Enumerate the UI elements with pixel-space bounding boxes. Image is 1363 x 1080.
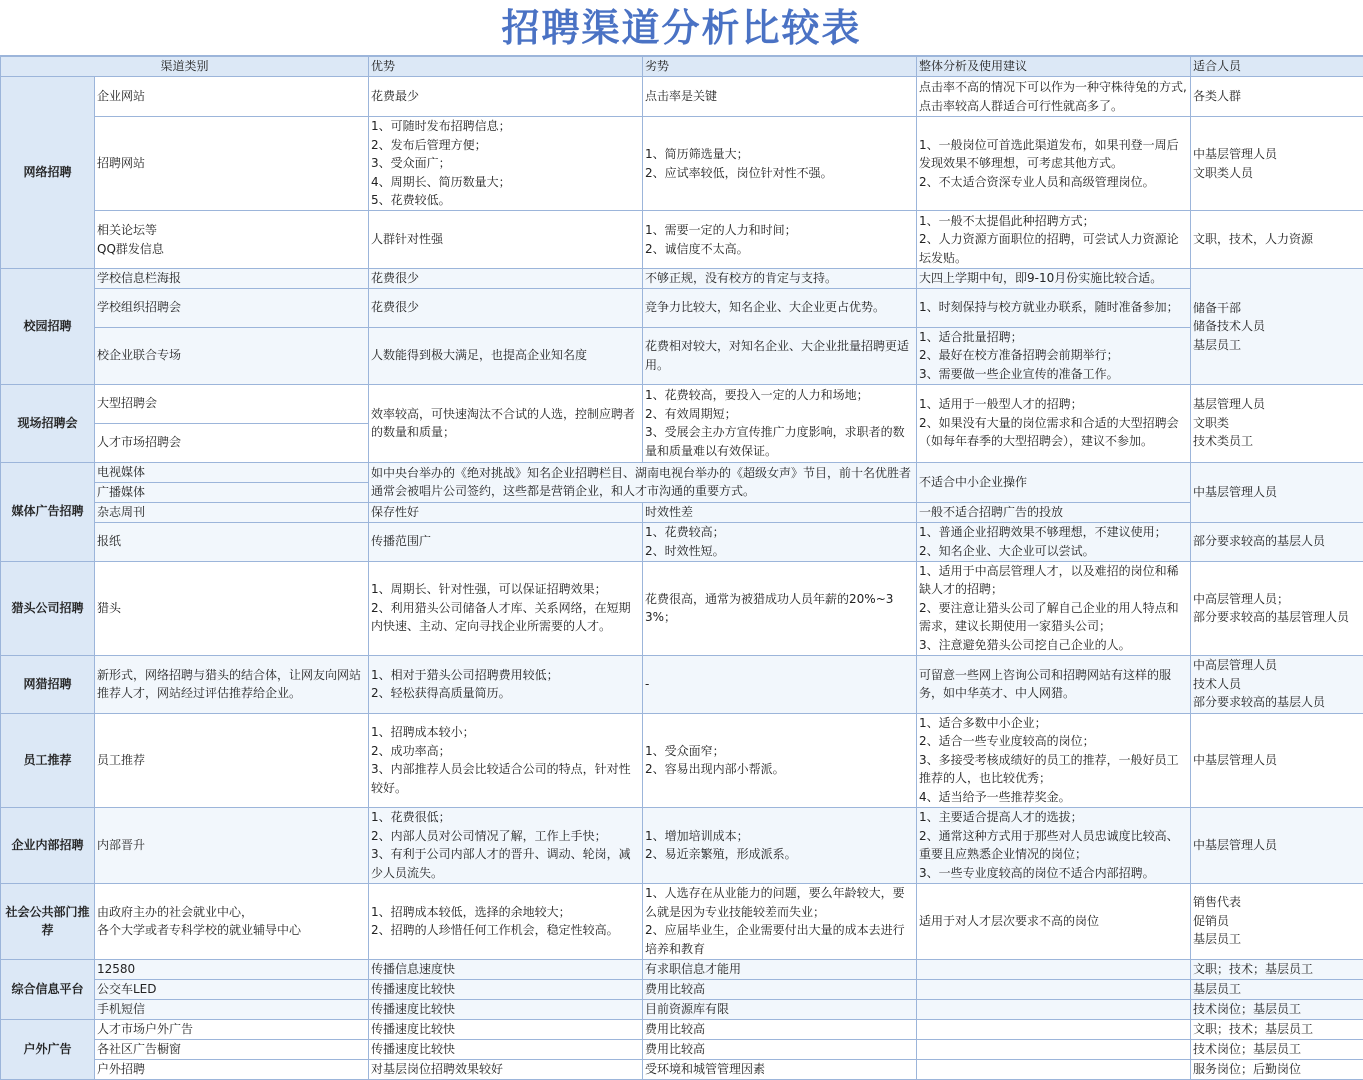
table-row <box>1 502 1363 522</box>
advantage-cell[interactable]: 1、可随时发布招聘信息； 2、发布后管理方便； 3、受众面广； 4、周期长、简历数量大； 5、花费较低。 <box>369 117 643 211</box>
analysis-cell[interactable]: 不适合中小企业操作 <box>917 462 1191 502</box>
channel-cell[interactable]: 相关论坛等 QQ群发信息 <box>95 211 369 269</box>
category-cell[interactable]: 员工推荐 <box>1 713 95 807</box>
channel-cell[interactable]: 广播媒体 <box>95 482 369 502</box>
category-cell[interactable]: 网络招聘 <box>1 77 95 269</box>
analysis-cell[interactable]: 1、主要适合提高人才的选拔； 2、通常这种方式用于那些对人员忠诚度比较高、重要且应熟悉企业情况的岗位； 3、一些专业度较高的岗位不适合内部招聘。 <box>917 807 1191 883</box>
suitable-cell[interactable]: 中基层管理人员 <box>1191 713 1363 807</box>
advantage-cell[interactable]: 效率较高，可快速淘汰不合试的人选，控制应聘者的数量和质量； <box>369 384 643 462</box>
suitable-cell[interactable]: 部分要求较高的基层人员 <box>1191 522 1363 561</box>
analysis-cell[interactable] <box>917 959 1191 979</box>
channel-cell[interactable]: 校企业联合专场 <box>95 327 369 384</box>
channel-cell[interactable]: 员工推荐 <box>95 713 369 807</box>
table-row <box>1 561 1363 655</box>
analysis-cell[interactable]: 1、适用于一般型人才的招聘； 2、如果没有大量的岗位需求和合适的大型招聘会（如每年春季的大型招聘会），建议不参加。 <box>917 384 1191 462</box>
disadvantage-cell[interactable]: 费用比较高 <box>643 1039 917 1059</box>
advantage-cell[interactable]: 花费很少 <box>369 288 643 327</box>
table-row <box>1 462 1363 482</box>
table-row <box>1 77 1363 117</box>
table-row <box>1 522 1363 561</box>
comparison-table <box>0 56 1363 1080</box>
disadvantage-cell[interactable]: 1、受众面窄； 2、容易出现内部小帮派。 <box>643 713 917 807</box>
analysis-cell[interactable]: 1、适合多数中小企业； 2、适合一些专业度较高的岗位； 3、多接受考核成绩好的员工的推荐，一般好员工推荐的人，也比较优秀； 4、适当给予一些推荐奖金。 <box>917 713 1191 807</box>
category-cell[interactable]: 校园招聘 <box>1 269 95 385</box>
category-cell[interactable]: 户外广告 <box>1 1019 95 1079</box>
analysis-cell[interactable]: 1、适合批量招聘； 2、最好在校方准备招聘会前期举行； 3、需要做一些企业宣传的准备工作。 <box>917 327 1191 384</box>
channel-cell[interactable]: 人才市场户外广告 <box>95 1019 369 1039</box>
header-row <box>1 57 1363 77</box>
advantage-cell[interactable]: 传播速度比较快 <box>369 1039 643 1059</box>
advantage-cell[interactable]: 传播速度比较快 <box>369 1019 643 1039</box>
disadvantage-cell[interactable]: 受环境和城管管理因素 <box>643 1059 917 1079</box>
advantage-cell[interactable]: 花费最少 <box>369 77 643 117</box>
advantage-cell[interactable]: 人群针对性强 <box>369 211 643 269</box>
disadvantage-cell[interactable]: 有求职信息才能用 <box>643 959 917 979</box>
analysis-cell[interactable]: 一般不适合招聘广告的投放 <box>917 502 1191 522</box>
disadvantage-cell[interactable]: 1、花费较高； 2、时效性短。 <box>643 522 917 561</box>
advantage-cell[interactable]: 1、招聘成本较低，选择的余地较大； 2、招聘的人珍惜任何工作机会，稳定性较高。 <box>369 883 643 959</box>
channel-cell[interactable]: 猎头 <box>95 561 369 655</box>
suitable-cell[interactable]: 基层管理人员 文职类 技术类员工 <box>1191 384 1363 462</box>
category-cell[interactable]: 企业内部招聘 <box>1 807 95 883</box>
channel-cell[interactable]: 由政府主办的社会就业中心， 各个大学或者专科学校的就业辅导中心 <box>95 883 369 959</box>
disadvantage-cell[interactable]: 不够正规，没有校方的肯定与支持。 <box>643 269 917 289</box>
analysis-cell[interactable]: 大四上学期中旬，即9-10月份实施比较合适。 <box>917 269 1191 289</box>
suitable-cell[interactable]: 文职；技术；基层员工 <box>1191 1019 1363 1039</box>
suitable-cell[interactable]: 基层员工 <box>1191 979 1363 999</box>
suitable-cell[interactable]: 中基层管理人员 文职类人员 <box>1191 117 1363 211</box>
disadvantage-cell[interactable]: 花费很高，通常为被猎成功人员年薪的20%~33%； <box>643 561 917 655</box>
advantage-cell[interactable]: 1、招聘成本较小； 2、成功率高； 3、内部推荐人员会比较适合公司的特点，针对性较好。 <box>369 713 643 807</box>
analysis-cell[interactable]: 1、普通企业招聘效果不够理想，不建议使用； 2、知名企业、大企业可以尝试。 <box>917 522 1191 561</box>
advantage-cell[interactable]: 1、相对于猎头公司招聘费用较低； 2、轻松获得高质量简历。 <box>369 655 643 713</box>
disadvantage-cell[interactable]: 1、简历筛选量大； 2、应试率较低，岗位针对性不强。 <box>643 117 917 211</box>
advantage-cell[interactable]: 传播速度比较快 <box>369 999 643 1019</box>
channel-cell[interactable]: 户外招聘 <box>95 1059 369 1079</box>
header-suitable[interactable]: 适合人员 <box>1191 57 1363 77</box>
analysis-cell[interactable]: 1、一般不太提倡此种招聘方式； 2、人力资源方面职位的招聘，可尝试人力资源论坛发贴。 <box>917 211 1191 269</box>
suitable-cell[interactable]: 技术岗位；基层员工 <box>1191 1039 1363 1059</box>
channel-cell[interactable]: 学校组织招聘会 <box>95 288 369 327</box>
advantage-cell[interactable]: 传播速度比较快 <box>369 979 643 999</box>
analysis-cell[interactable] <box>917 1039 1191 1059</box>
table-row <box>1 1059 1363 1079</box>
channel-cell[interactable]: 学校信息栏海报 <box>95 269 369 289</box>
channel-cell[interactable]: 人才市场招聘会 <box>95 423 369 462</box>
advantage-cell[interactable]: 如中央台举办的《绝对挑战》知名企业招聘栏目、湖南电视台举办的《超级女声》节目，前十名优胜者通常会被唱片公司签约，这些都是营销企业，和人才市沟通的重要方式。 <box>369 462 917 502</box>
channel-cell[interactable]: 内部晋升 <box>95 807 369 883</box>
table-row <box>1 117 1363 211</box>
table-row <box>1 713 1363 807</box>
category-cell[interactable]: 网猎招聘 <box>1 655 95 713</box>
channel-cell[interactable]: 各社区广告橱窗 <box>95 1039 369 1059</box>
suitable-cell[interactable]: 文职；技术；基层员工 <box>1191 959 1363 979</box>
disadvantage-cell[interactable]: 竞争力比较大，知名企业、大企业更占优势。 <box>643 288 917 327</box>
table-row <box>1 883 1363 959</box>
channel-cell[interactable]: 新形式，网络招聘与猎头的结合体，让网友向网站推荐人才，网站经过评估推荐给企业。 <box>95 655 369 713</box>
analysis-cell[interactable] <box>917 979 1191 999</box>
header-advantage[interactable]: 优势 <box>369 57 643 77</box>
table-row <box>1 327 1363 384</box>
suitable-cell[interactable]: 中高层管理人员 技术人员 部分要求较高的基层人员 <box>1191 655 1363 713</box>
disadvantage-cell[interactable]: 费用比较高 <box>643 1019 917 1039</box>
category-cell[interactable]: 社会公共部门推荐 <box>1 883 95 959</box>
channel-cell[interactable]: 杂志周刊 <box>95 502 369 522</box>
suitable-cell[interactable]: 技术岗位；基层员工 <box>1191 999 1363 1019</box>
header-analysis[interactable]: 整体分析及使用建议 <box>917 57 1191 77</box>
disadvantage-cell[interactable]: 1、花费较高，要投入一定的人力和场地； 2、有效周期短； 3、受展会主办方宣传推广力度影响，求职者的数量和质量难以有效保证。 <box>643 384 917 462</box>
channel-cell[interactable]: 手机短信 <box>95 999 369 1019</box>
disadvantage-cell[interactable]: 1、人选存在从业能力的问题，要么年龄较大，要么就是因为专业技能较差而失业； 2、应届毕业生，企业需要付出大量的成本去进行培养和教育 <box>643 883 917 959</box>
analysis-cell[interactable]: 点击率不高的情况下可以作为一种守株待兔的方式,点击率较高人群适合可行性就高多了。 <box>917 77 1191 117</box>
table-row <box>1 211 1363 269</box>
disadvantage-cell[interactable]: 1、需要一定的人力和时间； 2、诚信度不太高。 <box>643 211 917 269</box>
analysis-cell[interactable]: 适用于对人才层次要求不高的岗位 <box>917 883 1191 959</box>
disadvantage-cell[interactable]: 时效性差 <box>643 502 917 522</box>
table-row <box>1 999 1363 1019</box>
advantage-cell[interactable]: 1、花费很低； 2、内部人员对公司情况了解，工作上手快； 3、有利于公司内部人才的晋升、调动、轮岗，减少人员流失。 <box>369 807 643 883</box>
disadvantage-cell[interactable]: 花费相对较大，对知名企业、大企业批量招聘更适用。 <box>643 327 917 384</box>
analysis-cell[interactable] <box>917 1059 1191 1079</box>
channel-cell[interactable]: 公交车LED <box>95 979 369 999</box>
table-row <box>1 655 1363 713</box>
table-row <box>1 269 1363 289</box>
category-cell[interactable]: 猎头公司招聘 <box>1 561 95 655</box>
disadvantage-cell[interactable]: 点击率是关键 <box>643 77 917 117</box>
suitable-cell[interactable]: 销售代表 促销员 基层员工 <box>1191 883 1363 959</box>
analysis-cell[interactable]: 可留意一些网上咨询公司和招聘网站有这样的服务，如中华英才、中人网猎。 <box>917 655 1191 713</box>
channel-cell[interactable]: 报纸 <box>95 522 369 561</box>
analysis-cell[interactable]: 1、一般岗位可首选此渠道发布，如果刊登一周后发现效果不够理想，可考虑其他方式。 2、不太适合资深专业人员和高级管理岗位。 <box>917 117 1191 211</box>
advantage-cell[interactable]: 花费很少 <box>369 269 643 289</box>
suitable-cell[interactable]: 中高层管理人员； 部分要求较高的基层管理人员 <box>1191 561 1363 655</box>
header-disadvantage[interactable]: 劣势 <box>643 57 917 77</box>
advantage-cell[interactable]: 1、周期长、针对性强，可以保证招聘效果； 2、利用猎头公司储备人才库、关系网络，在短期内快速、主动、定向寻找企业所需要的人才。 <box>369 561 643 655</box>
suitable-cell[interactable]: 储备干部 储备技术人员 基层员工 <box>1191 269 1363 385</box>
suitable-cell[interactable]: 中基层管理人员 <box>1191 462 1363 522</box>
category-cell[interactable]: 现场招聘会 <box>1 384 95 462</box>
table-row <box>1 1019 1363 1039</box>
disadvantage-cell[interactable]: 费用比较高 <box>643 979 917 999</box>
suitable-cell[interactable]: 文职，技术，人力资源 <box>1191 211 1363 269</box>
table-row <box>1 959 1363 979</box>
analysis-cell[interactable]: 1、时刻保持与校方就业办联系，随时准备参加； <box>917 288 1191 327</box>
category-cell[interactable]: 媒体广告招聘 <box>1 462 95 561</box>
table-row <box>1 807 1363 883</box>
channel-cell[interactable]: 大型招聘会 <box>95 384 369 423</box>
disadvantage-cell[interactable]: 目前资源库有限 <box>643 999 917 1019</box>
channel-cell[interactable]: 电视媒体 <box>95 462 369 482</box>
analysis-cell[interactable] <box>917 1019 1191 1039</box>
table-row <box>1 979 1363 999</box>
analysis-cell[interactable]: 1、适用于中高层管理人才，以及难招的岗位和稀缺人才的招聘； 2、要注意让猎头公司了解自己企业的用人特点和需求，建议长期使用一家猎头公司； 3、注意避免猎头公司挖自己企业的人。 <box>917 561 1191 655</box>
table-row <box>1 384 1363 423</box>
channel-cell[interactable]: 招聘网站 <box>95 117 369 211</box>
header-channel[interactable]: 渠道类别 <box>1 57 369 77</box>
channel-cell[interactable]: 12580 <box>95 959 369 979</box>
channel-cell[interactable]: 企业网站 <box>95 77 369 117</box>
category-cell[interactable]: 综合信息平台 <box>1 959 95 1019</box>
suitable-cell[interactable]: 中基层管理人员 <box>1191 807 1363 883</box>
page-title: 招聘渠道分析比较表 <box>0 0 1363 56</box>
advantage-cell[interactable]: 传播信息速度快 <box>369 959 643 979</box>
table-row <box>1 288 1363 327</box>
disadvantage-cell[interactable]: 1、增加培训成本； 2、易近亲繁殖，形成派系。 <box>643 807 917 883</box>
advantage-cell[interactable]: 人数能得到极大满足，也提高企业知名度 <box>369 327 643 384</box>
table-row <box>1 1039 1363 1059</box>
disadvantage-cell[interactable]: - <box>643 655 917 713</box>
advantage-cell[interactable]: 保存性好 <box>369 502 643 522</box>
suitable-cell[interactable]: 各类人群 <box>1191 77 1363 117</box>
suitable-cell[interactable]: 服务岗位；后勤岗位 <box>1191 1059 1363 1079</box>
advantage-cell[interactable]: 传播范围广 <box>369 522 643 561</box>
advantage-cell[interactable]: 对基层岗位招聘效果较好 <box>369 1059 643 1079</box>
analysis-cell[interactable] <box>917 999 1191 1019</box>
